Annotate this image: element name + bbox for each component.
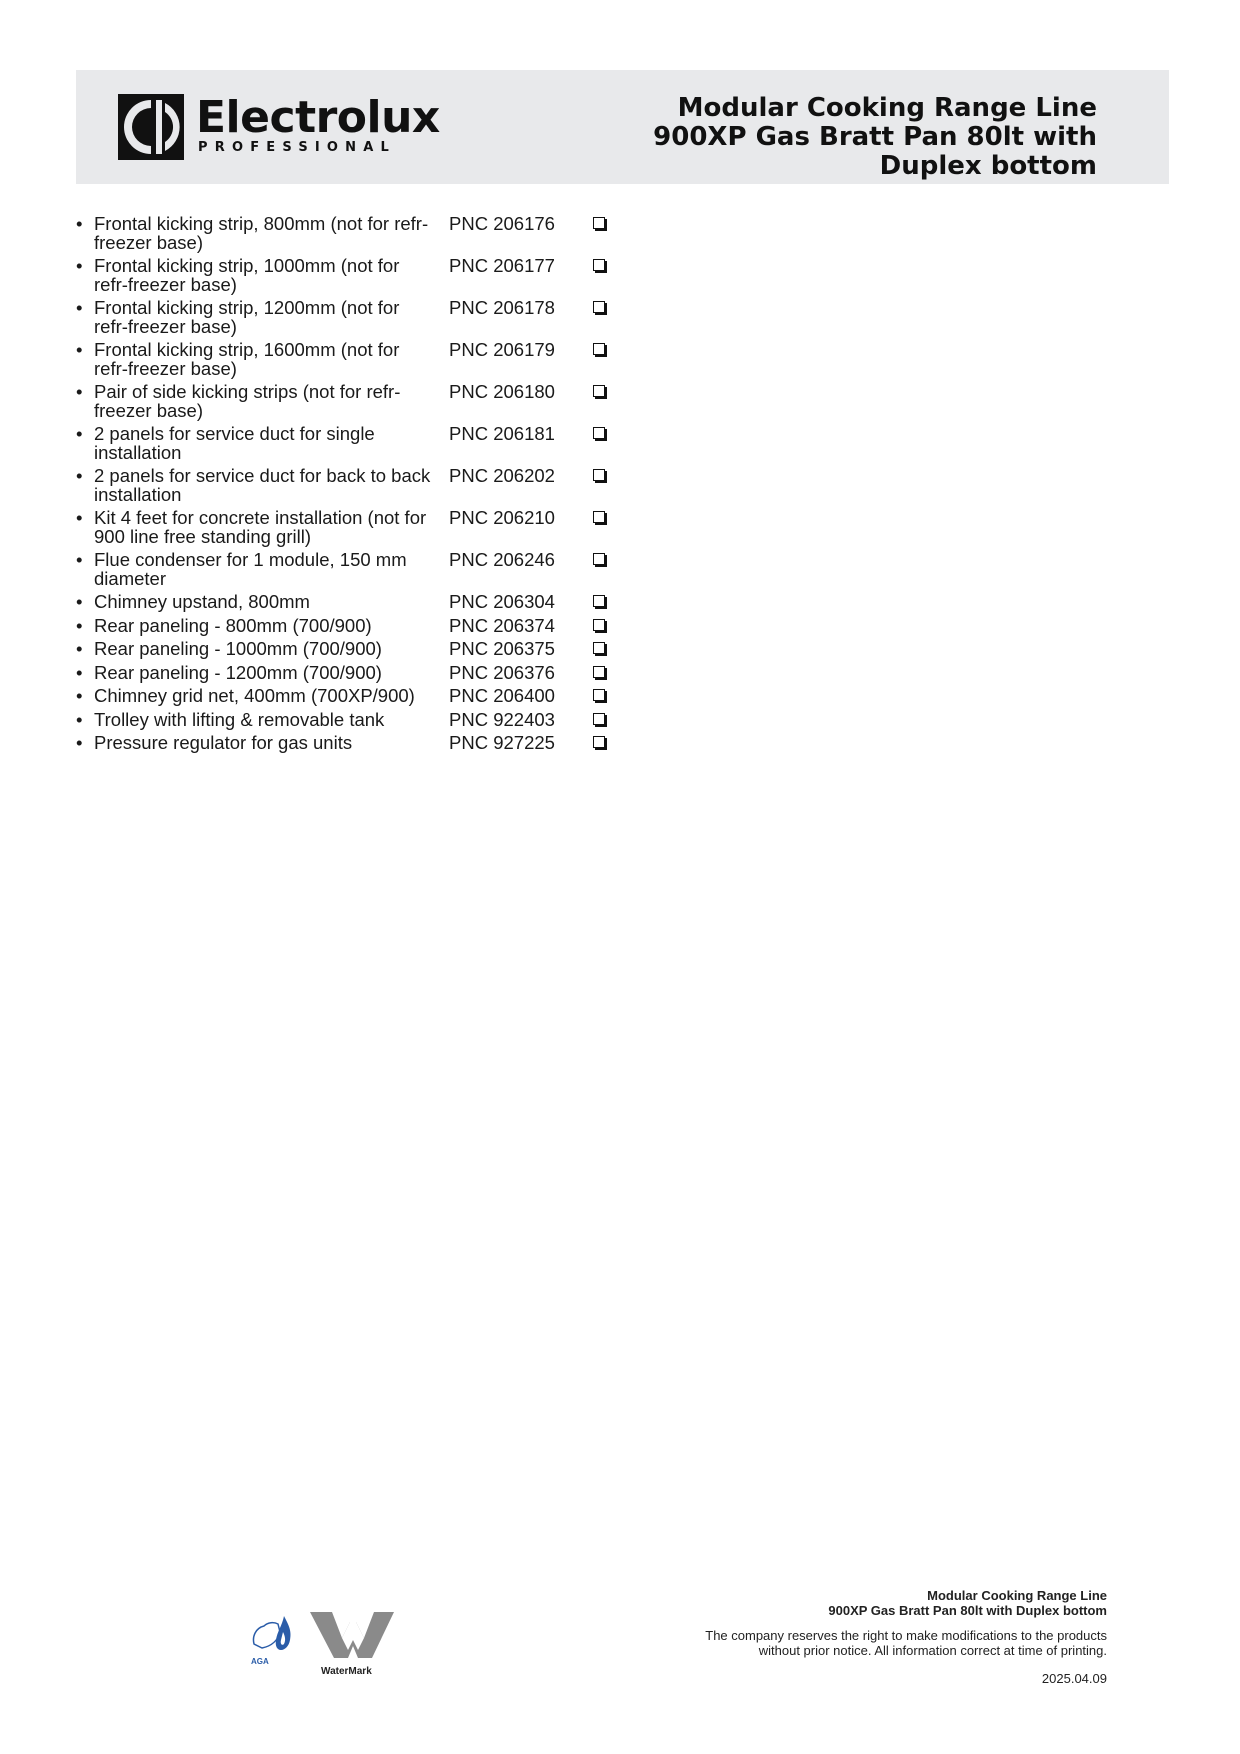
accessory-pnc: PNC 206375	[449, 638, 555, 659]
watermark-logo-icon	[308, 1610, 398, 1662]
accessory-description: Frontal kicking strip, 1600mm (not for refr-freezer base)	[94, 339, 400, 379]
accessory-description: Trolley with lifting & removable tank	[94, 708, 385, 730]
page-title	[577, 94, 1097, 181]
accessory-pnc: PNC 206176	[449, 213, 555, 234]
footer-notice: without prior notice. All information correct at time of printing.	[758, 1643, 1107, 1658]
list-item	[76, 616, 636, 640]
page-title-line: 900XP Gas Bratt Pan 80lt with	[653, 122, 1097, 152]
order-checkbox[interactable]	[593, 301, 605, 313]
accessory-pnc: PNC 206376	[449, 661, 555, 683]
order-checkbox[interactable]	[593, 713, 605, 725]
bullet: •	[76, 255, 83, 276]
order-checkbox[interactable]	[593, 259, 605, 271]
accessory-description: Chimney grid net, 400mm (700XP/900)	[94, 685, 415, 706]
brand-subtitle: PROFESSIONAL	[198, 140, 397, 155]
list-item	[76, 710, 636, 734]
order-checkbox[interactable]	[593, 511, 605, 523]
order-checkbox[interactable]	[593, 553, 605, 565]
order-checkbox[interactable]	[593, 736, 605, 748]
page-title-line: Duplex bottom	[879, 151, 1097, 181]
accessory-description: Frontal kicking strip, 1000mm (not for refr-freezer base)	[94, 255, 400, 295]
list-item	[76, 686, 636, 710]
order-checkbox[interactable]	[593, 619, 605, 631]
accessory-pnc: PNC 206202	[449, 465, 555, 486]
accessory-description: Chimney upstand, 800mm	[94, 591, 310, 612]
order-checkbox[interactable]	[593, 343, 605, 355]
bullet: •	[76, 381, 83, 402]
list-item	[76, 733, 636, 757]
header-band	[76, 70, 1169, 184]
list-item	[76, 382, 636, 424]
list-item	[76, 424, 636, 466]
list-item	[76, 550, 636, 592]
list-item	[76, 592, 636, 616]
accessory-pnc: PNC 206400	[449, 685, 555, 706]
bullet: •	[76, 732, 83, 753]
order-checkbox[interactable]	[593, 595, 605, 607]
accessory-pnc: PNC 206304	[449, 591, 555, 612]
list-item	[76, 508, 636, 550]
bullet: •	[76, 591, 83, 612]
list-item	[76, 214, 636, 256]
footer-title: 900XP Gas Bratt Pan 80lt with Duplex bottom	[828, 1603, 1107, 1618]
footer	[547, 1588, 1107, 1686]
aga-certification-icon	[248, 1610, 296, 1656]
aga-label: AGA	[251, 1657, 269, 1666]
bullet: •	[76, 213, 83, 234]
order-checkbox[interactable]	[593, 666, 605, 678]
accessory-description: Pair of side kicking strips (not for refr-freezer base)	[94, 381, 401, 421]
list-item	[76, 256, 636, 298]
list-item	[76, 340, 636, 382]
accessory-description: Rear paneling - 1200mm (700/900)	[94, 661, 382, 683]
accessory-description: Frontal kicking strip, 800mm (not for refr-freezer base)	[94, 213, 429, 253]
bullet: •	[76, 507, 83, 528]
accessory-description: Rear paneling - 800mm (700/900)	[94, 614, 372, 636]
footer-title: Modular Cooking Range Line	[927, 1588, 1107, 1603]
footer-date: 2025.04.09	[1041, 1671, 1107, 1686]
accessory-pnc: PNC 922403	[449, 708, 555, 730]
accessory-pnc: PNC 206246	[449, 549, 555, 570]
watermark-label: WaterMark	[321, 1666, 372, 1677]
order-checkbox[interactable]	[593, 427, 605, 439]
accessory-pnc: PNC 206178	[449, 297, 555, 318]
bullet: •	[76, 638, 83, 659]
bullet: •	[76, 614, 83, 636]
accessory-description: Flue condenser for 1 module, 150 mm diameter	[94, 549, 407, 589]
order-checkbox[interactable]	[593, 689, 605, 701]
accessory-description: Kit 4 feet for concrete installation (not for 900 line free standing grill)	[94, 507, 427, 547]
bullet: •	[76, 423, 83, 444]
electrolux-logo-mark-icon	[118, 94, 184, 160]
order-checkbox[interactable]	[593, 385, 605, 397]
list-item	[76, 639, 636, 663]
accessory-pnc: PNC 206181	[449, 423, 555, 444]
list-item	[76, 663, 636, 687]
brand-name: Electrolux	[196, 92, 440, 143]
bullet: •	[76, 297, 83, 318]
accessory-description: 2 panels for service duct for single installation	[94, 423, 375, 463]
order-checkbox[interactable]	[593, 217, 605, 229]
bullet: •	[76, 685, 83, 706]
accessory-description: Rear paneling - 1000mm (700/900)	[94, 638, 382, 659]
accessory-description: 2 panels for service duct for back to back installation	[94, 465, 431, 505]
bullet: •	[76, 708, 83, 730]
bullet: •	[76, 549, 83, 570]
order-checkbox[interactable]	[593, 642, 605, 654]
electrolux-logo	[118, 92, 440, 160]
accessory-pnc: PNC 206177	[449, 255, 555, 276]
accessories-list	[76, 214, 636, 757]
accessory-pnc: PNC 927225	[449, 732, 555, 753]
accessory-description: Frontal kicking strip, 1200mm (not for refr-freezer base)	[94, 297, 400, 337]
order-checkbox[interactable]	[593, 469, 605, 481]
accessory-pnc: PNC 206210	[449, 507, 555, 528]
accessory-pnc: PNC 206374	[449, 614, 555, 636]
accessory-description: Pressure regulator for gas units	[94, 732, 353, 753]
footer-notice: The company reserves the right to make modifications to the products	[705, 1628, 1107, 1643]
list-item	[76, 466, 636, 508]
accessory-pnc: PNC 206179	[449, 339, 555, 360]
accessory-pnc: PNC 206180	[449, 381, 555, 402]
bullet: •	[76, 465, 83, 486]
page-title-line: Modular Cooking Range Line	[677, 93, 1097, 123]
certification-logos	[248, 1610, 408, 1680]
bullet: •	[76, 339, 83, 360]
bullet: •	[76, 661, 83, 683]
list-item	[76, 298, 636, 340]
